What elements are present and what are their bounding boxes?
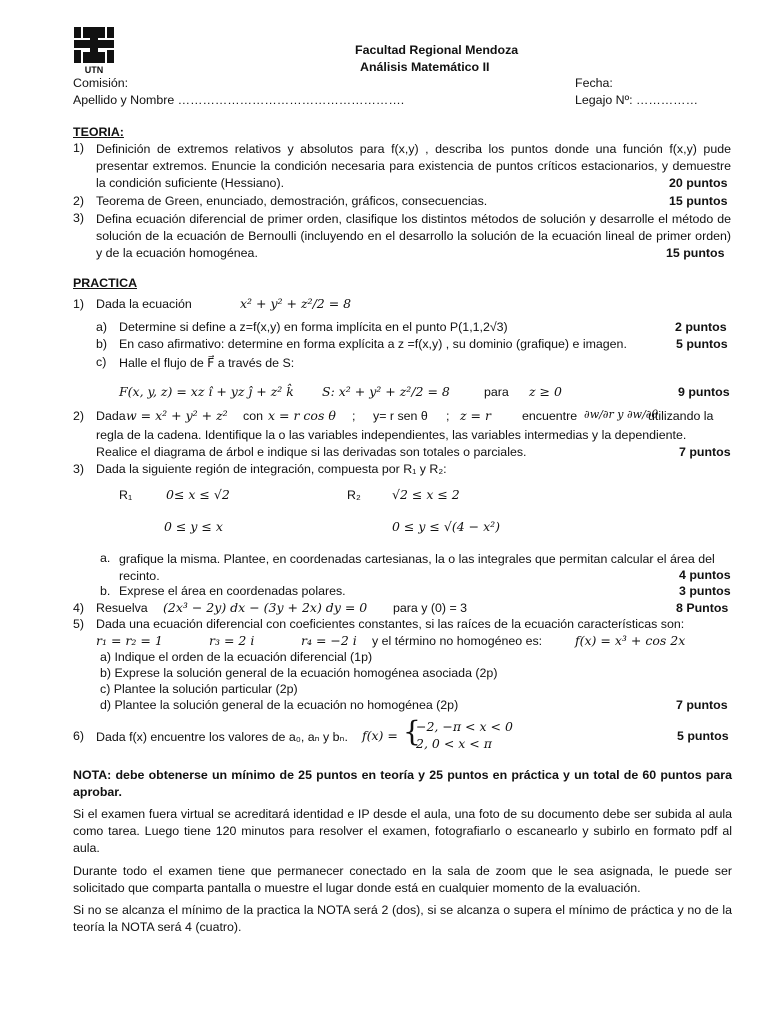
p4-condition: para y (0) = 3 [393,601,468,615]
p6-brace: { [403,715,421,748]
p6-case1: −2, −π < x < 0 [416,719,513,734]
legajo-field: Legajo Nº: …………… [575,93,698,107]
p3-r1-y: 0 ≤ y ≤ x [164,519,223,534]
p2-line2: regla de la cadena. Identifique la o las variables independientes, las variables intermedias y la dependiente. [96,428,687,442]
p3-text: Dada la siguiente región de integración, compuesta por R₁ y R₂: [96,462,447,476]
faculty-name: Facultad Regional Mendoza [355,43,519,57]
teoria-item-1-text: Definición de extremos relativos y absolutos para f(x,y) , describa los puntos donde una función f(x,y) pude presentar extremos. Enuncie la condición necesaria para existencia de puntos críticos estacionarios, y demuestre la condición suficiente (Hessiano). [96,142,731,190]
p3-r2-label: R₂ [347,488,361,502]
teoria-item-1-num: 1) [73,141,85,155]
teoria-item-3-points: 15 puntos [666,246,725,260]
p3b-label: b. [100,584,111,598]
teoria-item-3-text: Defina ecuación diferencial de primer orden, clasifique los distintos métodos de solución y desarrolle el método de solución de la ecuación de Bernoulli (incluyendo en el desarrollo la solución de la ecuación lineal de primer orden) y de la ecuación homogénea. [96,212,731,260]
p5-points: 7 puntos [676,698,728,712]
nota-zoom: Durante todo el examen tiene que permanecer conectado en la sala de zoom que le sea asignada, le puede ser solicitado que comparta pantalla o muestre el lugar donde está en cualquier momento de la evaluación. [73,864,732,895]
p1-text: Dada la ecuación [96,297,192,311]
teoria-item-2-points: 15 puntos [669,194,728,208]
teoria-title: TEORIA: [73,125,124,139]
p5-r12: r₁ = r₂ = 1 [96,633,163,648]
p1c-surface: S: x² + y² + z²/2 = 8 [322,384,450,399]
p4-equation: (2x³ − 2y) dx − (3y + 2x) dy = 0 [163,600,368,615]
p3b-points: 3 puntos [679,584,731,598]
p2-line3: Realice el diagrama de árbol e indique si las derivadas son totales o parciales. [96,445,527,459]
utn-logo-text: UTN [84,65,104,75]
p6-points: 5 puntos [677,729,729,743]
p3-r2-y: 0 ≤ y ≤ √(4 − x²) [392,519,501,534]
p5-d: d) Plantee la solución general de la ecuación no homogénea (2p) [100,698,459,712]
p1a-label: a) [96,320,108,334]
p4-text: Resuelva [96,601,148,615]
p6-num: 6) [73,729,85,743]
utn-logo-icon [74,27,114,63]
p2-x: x = r cos θ [268,408,336,423]
p1c-text: Halle el flujo de F⃗ a través de S: [119,356,295,370]
p3-r1-label: R₁ [119,488,133,502]
p2-derivatives: ∂w/∂r y ∂w/∂θ [584,408,659,421]
fecha-field: Fecha: [575,76,613,90]
nombre-field: Apellido y Nombre ………………………………………………. [73,93,405,107]
p5-num: 5) [73,617,85,631]
p5-r4: r₄ = −2 i [301,633,357,648]
p2-y: y= r sen θ [373,409,428,423]
p6-fx: f(x) = [362,728,398,743]
p5-text: Dada una ecuación diferencial con coeficientes constantes, si las raíces de la ecuación características son: [96,617,685,631]
p4-points: 8 Puntos [676,601,729,615]
p1c-condition: z ≥ 0 [529,384,562,399]
comision-field: Comisión: [73,76,129,90]
p1b-points: 5 puntos [676,337,728,351]
p1c-field: F(x, y, z) = xz î + yz ĵ + z² k̂ [119,384,294,399]
course-name: Análisis Matemático II [360,60,490,74]
utn-logo [74,27,114,73]
p1a-text: Determine si define a z=f(x,y) en forma implícita en el punto P(1,1,2√3) [119,320,508,334]
p3-r1-x: 0≤ x ≤ √2 [166,487,230,502]
p3a-label: a. [100,551,111,565]
p2-sep1: ; [352,409,356,423]
p1-equation: x² + y² + z²/2 = 8 [240,296,352,311]
p3-num: 3) [73,462,85,476]
nota-rule: NOTA: debe obtenerse un mínimo de 25 puntos en teoría y 25 puntos en práctica y un total de 60 puntos para aprobar. [73,768,732,799]
p1a-points: 2 puntos [675,320,727,334]
p4-num: 4) [73,601,85,615]
p1c-label: c) [96,355,107,369]
practica-title: PRACTICA [73,276,138,290]
p6-text: Dada f(x) encuentre los valores de a₀, aₙ y bₙ. [96,730,348,744]
p5-fx: f(x) = x³ + cos 2x [575,633,686,648]
p1b-text: En caso afirmativo: determine en forma explícita a z =f(x,y) , su dominio (grafique) e imagen. [119,337,627,351]
p5-b: b) Exprese la solución general de la ecuación homogénea asociada (2p) [100,666,498,680]
teoria-item-2-num: 2) [73,194,85,208]
p5-r3: r₃ = 2 i [209,633,255,648]
p2-num: 2) [73,409,85,423]
teoria-item-2-text: Teorema de Green, enunciado, demostración, gráficos, consecuencias. [96,194,488,208]
p5-c: c) Plantee la solución particular (2p) [100,682,298,696]
p1b-label: b) [96,337,108,351]
p3-r2-x: √2 ≤ x ≤ 2 [392,487,460,502]
nota-minimo: Si no se alcanza el mínimo de la practica la NOTA será 2 (dos), si se alcanza o supera el mínimo de práctica y no de la teoría la NOTA será 4 (cuatro). [73,903,732,934]
teoria-item-3-num: 3) [73,211,85,225]
p2-points: 7 puntos [679,445,731,459]
p1c-para: para [484,385,509,399]
p5-y-el: y el término no homogéneo es: [372,634,543,648]
p2-con: con [243,409,263,423]
p2-encuentre: encuentre [522,409,578,423]
p2-z: z = r [460,408,491,423]
p5-a: a) Indique el orden de la ecuación diferencial (1p) [100,650,373,664]
p3a-points: 4 puntos [679,568,731,582]
p1-num: 1) [73,297,85,311]
p2-w: w = x² + y² + z² [126,408,228,423]
teoria-item-1-points: 20 puntos [669,176,728,190]
p1c-points: 9 puntos [678,385,730,399]
nota-virtual: Si el examen fuera virtual se acreditará identidad e IP desde el aula, una foto de su documento debe ser subida al aula como tarea. Luego tiene 120 minutos para resolver el examen, fotografiarlo o escanearlo y subirlo en formato pdf al aula. [73,807,732,855]
p3b-text: Exprese el área en coordenadas polares. [119,584,346,598]
p3a-text: grafique la misma. Plantee, en coordenadas cartesianas, la o las integrales que permitan calcular el área del recinto. [119,552,715,583]
p6-case2: 2, 0 < x < π [416,736,492,751]
p2-text: Dada [96,409,126,423]
p2-sep2: ; [446,409,450,423]
p2-utilizando: utilizando la [648,409,714,423]
